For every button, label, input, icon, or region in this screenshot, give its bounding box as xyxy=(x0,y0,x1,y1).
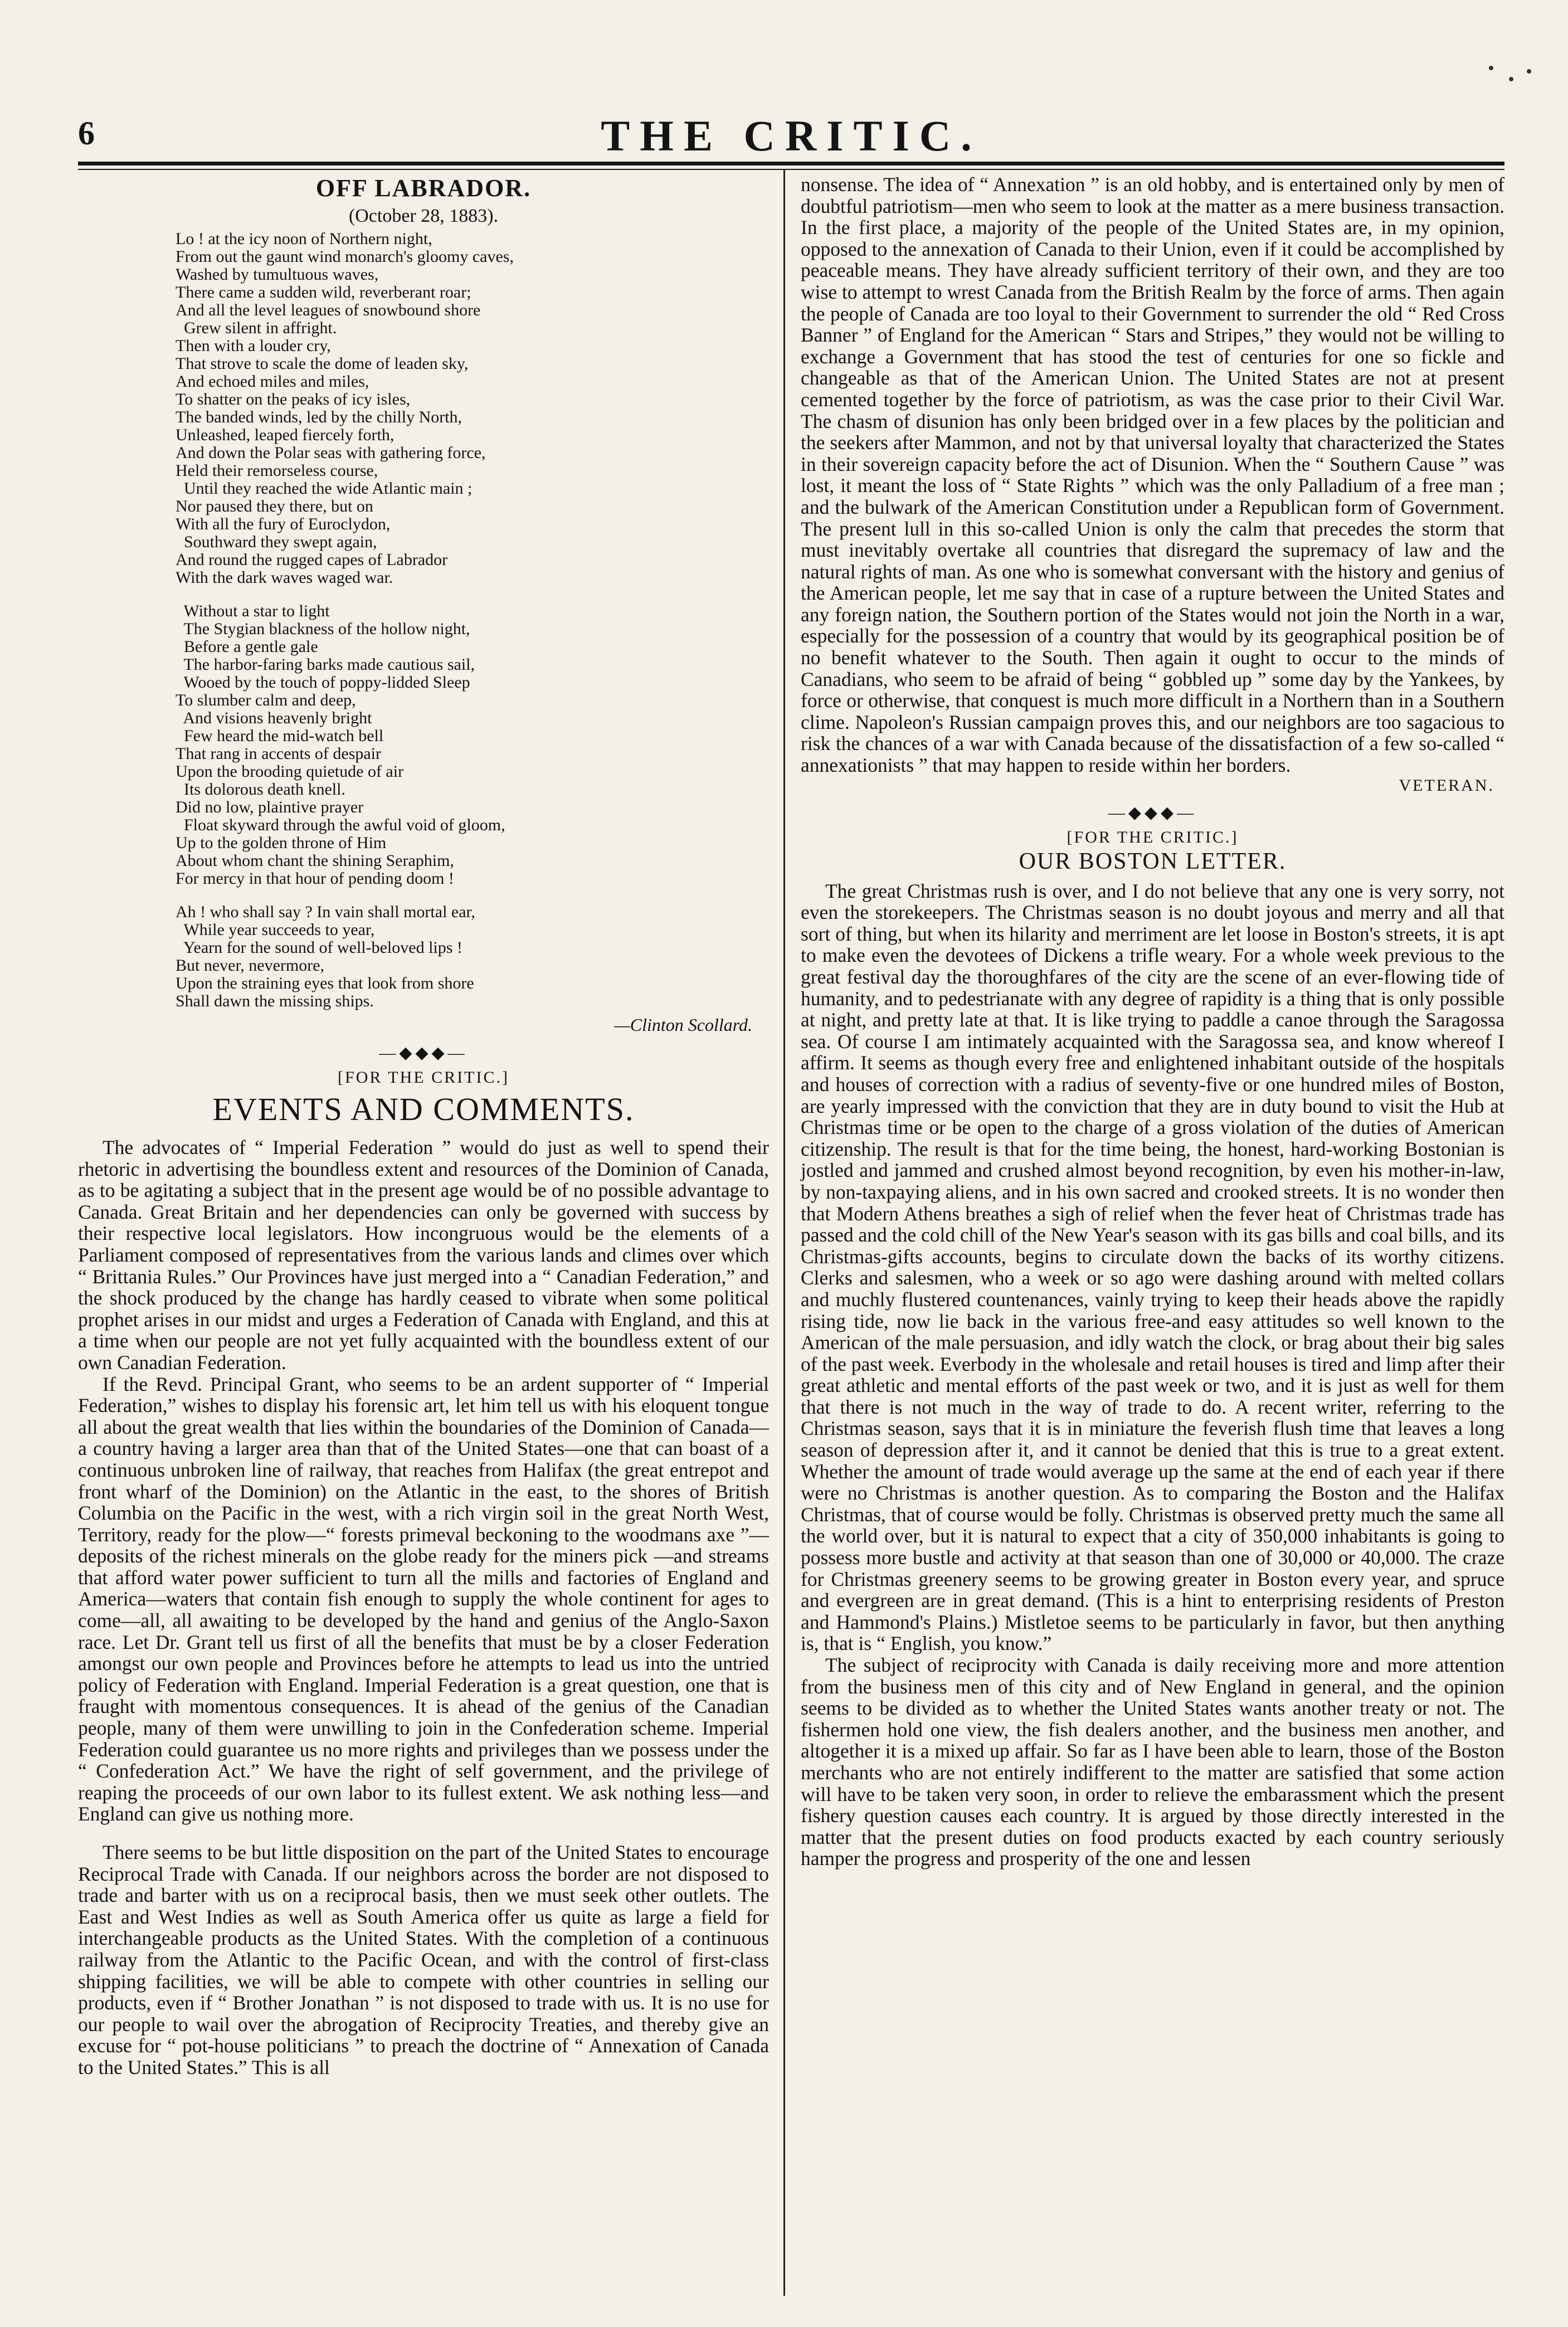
poem-line: Shall dawn the missing ships. xyxy=(176,992,374,1010)
section-credit: [FOR THE CRITIC.] xyxy=(338,1068,509,1087)
poem-title: OFF LABRADOR. xyxy=(315,174,532,202)
ink-speck xyxy=(1489,66,1493,70)
poem-line: Until they reached the wide Atlantic main ; xyxy=(176,479,473,498)
boston-letter-title: OUR BOSTON LETTER. xyxy=(1019,848,1287,874)
page-number: 6 xyxy=(78,115,95,152)
poem-line: The Stygian blackness of the hollow night, xyxy=(176,620,470,638)
column-divider xyxy=(783,170,785,2296)
section-ornament: —◆◆◆— xyxy=(1108,803,1197,822)
poem-signature: —Clinton Scollard. xyxy=(614,1015,752,1035)
right-column xyxy=(801,174,1504,1870)
poem-line: Grew silent in affright. xyxy=(176,319,337,337)
left-column xyxy=(78,174,769,2078)
poem-line: While year succeeds to year, xyxy=(176,921,375,939)
poem-line: Then with a louder cry, xyxy=(176,337,331,355)
events-paragraph: If the Revd. Principal Grant, who seems to be an ardent supporter of “ Imperial Federation,” wishes to display his forensic art, let him tell us with his eloquent tongue all about the great wealth that lies within the boundaries of the Dominion of Canada—a country having a larger area than that of the United States—one that can boast of a continuous unbroken line of railway, that reaches from Halifax (the great entrepot and front wharf of the Dominion) on the Atlantic in the east, to the shores of British Columbia on the Pacific in the west, with a rich virgin soil in the great North West, Territory, ready for the plow—“ forests primeval beckoning to the woodmans axe ”—deposits of the richest minerals on the globe ready for the miners pick —and streams that afford water power sufficient to turn all the mills and factories of England and America—waters that contain fish enough to supply the whole continent for ages to come—all, all awaiting to be developed by the hand and genius of the Anglo-Saxon race. Let Dr. Grant tell us first of all the benefits that must be by a closer Federation amongst our own people and Provinces before he attempts to lead us into the untried policy of Federation with England. Imperial Federation is a great question, one that is fraught with momentous consequences. It is ahead of the genius of the Canadian people, many of them were unwilling to join in the Confederation scheme. Imperial Federation could guarantee us no more rights and privileges than we possess under the “ Confederation Act.” We have the right of self government, and the privilege of reaping the proceeds of our own labor to its fullest extent. We ask nothing less—and England can give us nothing more. xyxy=(78,1372,769,1825)
poem-line: Yearn for the sound of well-beloved lips ! xyxy=(176,938,462,957)
stanza-break xyxy=(176,587,769,602)
section-ornament: —◆◆◆— xyxy=(379,1044,468,1062)
poem-line: About whom chant the shining Seraphim, xyxy=(176,851,454,870)
poem-line: With all the fury of Euroclydon, xyxy=(176,515,391,533)
poem-line: And all the level leagues of snowbound shore xyxy=(176,301,481,319)
poem-line: Ah ! who shall say ? In vain shall mortal ear, xyxy=(176,903,475,921)
masthead-rule-thin xyxy=(78,169,1504,170)
poem-line: To shatter on the peaks of icy isles, xyxy=(176,390,411,408)
poem-date: (October 28, 1883). xyxy=(348,206,499,226)
events-title: EVENTS AND COMMENTS. xyxy=(212,1091,635,1127)
paper-title: THE CRITIC. xyxy=(601,111,982,160)
stanza-break xyxy=(176,888,769,903)
annexation-paragraph: nonsense. The idea of “ Annexation ” is an old hobby, and is entertained only by men of doubtful patriotism—men who seem to look at the matter as a mere business transaction. In the first place, a majority of the people of the United States are, in my opinion, opposed to the annexation of Canada to their Union, even if it could be accomplished by peaceable means. They have already sufficient territory of their own, and they are too wise to attempt to wrest Canada from the British Realm by the force of arms. Then again the people of Canada are too loyal to their Government to surrender the old “ Red Cross Banner ” of England for the American “ Stars and Stripes,” they would not be willing to exchange a Government that has stood the test of centuries for one so fickle and changeable as that of the American Union. The United States are not at present cemented together by the force of patriotism, as was the case prior to their Civil War. The chasm of disunion has only been bridged over in a few places by the politician and the seekers after Mammon, and not by that universal loyalty that characterized the States in their sovereign capacity before the act of Disunion. When the “ Southern Cause ” was lost, it meant the loss of “ State Rights ” which was the only Palladium of a free man ; and the bulwark of the American Constitution under a Republican form of Government. The present lull in this so-called Union is only the calm that precedes the storm that must inevitably overtake all countries that disregard the supremacy of law and the natural rights of man. As one who is somewhat conversant with the history and genius of the American people, let me say that in case of a rupture between the United States and any foreign nation, the Southern portion of the States would not join the North in a war, especially for the possession of a country that would by its geographical position be of no benefit whatever to the South. Then again it ought to occur to the minds of Canadians, who seem to be afraid of being “ gobbled up ” some day by the Yankees, by force or otherwise, that conquest is much more difficult in a Northern than in a Southern clime. Napoleon's Russian campaign proves this, and our neighbors are too sagacious to risk the chances of a war with Canada because of the dissatisfaction of a few so-called “ annexationists ” that may happen to reside within her borders. xyxy=(801,173,1504,777)
poem-line: To slumber calm and deep, xyxy=(176,691,356,709)
poem-line: That strove to scale the dome of leaden sky, xyxy=(176,354,469,373)
poem-line: And echoed miles and miles, xyxy=(176,372,369,391)
section-credit: [FOR THE CRITIC.] xyxy=(1067,827,1239,846)
poem-stanza xyxy=(176,602,769,888)
masthead-rule xyxy=(78,162,1504,165)
poem-line: Southward they swept again, xyxy=(176,533,377,551)
poem-body xyxy=(176,230,769,1010)
poem-line: There came a sudden wild, reverberant roar; xyxy=(176,283,471,301)
events-paragraph: The advocates of “ Imperial Federation ” would do just as well to spend their rhetoric in advertising the boundless extent and resources of the Dominion of Canada, as to be agitating a subject that in the present age would be of no possible advantage to Canada. Great Britain and her dependencies can only be governed with success by their respective local legislators. How incongruous would be the elements of a Parliament composed of representatives from the various lands and climes over which “ Brittania Rules.” Our Provinces have just merged into a “ Canadian Federation,” and the shock produced by the change has hardly ceased to vibrate when some political prophet arises in our midst and urges a Federation of Canada with England, and this at a time when our people are not yet fully acquainted with the boundless extent of our own Canadian Federation. xyxy=(78,1136,769,1374)
poem-line: And visions heavenly bright xyxy=(176,709,372,727)
poem-line: Upon the straining eyes that look from shore xyxy=(176,974,474,992)
poem-line: Upon the brooding quietude of air xyxy=(176,762,404,781)
poem-line: Unleashed, leaped fiercely forth, xyxy=(176,426,395,444)
poem-line: And round the rugged capes of Labrador xyxy=(176,551,448,569)
poem-line: Before a gentle gale xyxy=(176,637,318,656)
poem-line: Without a star to light xyxy=(176,602,330,620)
paragraph-gap xyxy=(78,1825,769,1842)
poem-line: Few heard the mid-watch bell xyxy=(176,727,384,745)
poem-line: Did no low, plaintive prayer xyxy=(176,798,364,816)
poem-line: Its dolorous death knell. xyxy=(176,780,345,799)
poem-line: Washed by tumultuous waves, xyxy=(176,265,379,284)
poem-line: That rang in accents of despair xyxy=(176,744,382,763)
poem-stanza xyxy=(176,903,769,1010)
poem-line: Wooed by the touch of poppy-lidded Sleep xyxy=(176,673,470,692)
poem-line: Up to the golden throne of Him xyxy=(176,834,387,852)
boston-paragraph: The subject of reciprocity with Canada is daily receiving more and more attention from the business men of this city and of New England in general, and the opinion seems to be divided as to whether the United States wants another treaty or not. The fishermen hold one view, the fish dealers another, and the business men another, and altogether it is a mixed up affair. So far as I have been able to learn, those of the Boston merchants who are not entirely indifferent to the matter are satisfied that some action will have to be taken very soon, in order to relieve the embarassment which the present fishery question causes each country. It is argued by those directly interested in the matter that the present duties on food products exacted by each country seriously hamper the progress and prosperity of the one and lessen xyxy=(801,1654,1504,1870)
poem-line: From out the gaunt wind monarch's gloomy caves, xyxy=(176,247,514,266)
poem-stanza xyxy=(176,230,769,587)
ink-speck xyxy=(1527,69,1531,74)
poem-line: The banded winds, led by the chilly North, xyxy=(176,408,462,426)
poem-line: Float skyward through the awful void of gloom, xyxy=(176,816,505,834)
article-signature: VETERAN. xyxy=(1399,776,1494,795)
boston-paragraph: The great Christmas rush is over, and I do not believe that any one is very sorry, not even the storekeepers. The Christmas season is no doubt joyous and merry and all that sort of thing, but when its hilarity and merriment are let loose in Boston's streets, it is apt to make even the devotees of Dickens a trifle weary. For a whole week previous to the great festival day the thoroughfares of the city are the scene of an ever-flowing tide of humanity, and to pedestrianate with any degree of rapidity is a thing that is only possible at night, and pretty late at that. It is like trying to paddle a canoe through the Saragossa sea. Of course I am intimately acquainted with the Saragossa sea, and know whereof I affirm. It seems as though every free and enlightened inhabitant outside of the hospitals and houses of correction with a radius of seventy-five or one hundred miles of Boston, are yearly impressed with the conviction that they are in duty bound to visit the Hub at Christmas time or be open to the charge of a gross violation of the duties of American citizenship. The result is that for the time being, the honest, hard-working Bostonian is jostled and jammed and crushed almost beyond recognition, by even his mother-in-law, by non-taxpaying aliens, and in his own sacred and crooked streets. It is no wonder then that Modern Athens breathes a sigh of relief when the fever heat of Christmas trade has passed and the cold chill of the New Year's season with its gas bills and coal bills, and its Christmas-gifts accounts, begins to circulate down the backs of its worthy citizens. Clerks and salesmen, who a week or so ago were dashing around with melted collars and muchly flustered countenances, vainly trying to keep their heads above the rapidly rising tide, now lie back in the various free-and easy attitudes so well known to the American of the male persuasion, and idly watch the clock, or brag about their big sales of the past week. Everbody in the wholesale and retail houses is tired and limp after their great athletic and mental efforts of the past week or two, and it is just as well for them that there is not much in the way of trade to do. A recent writer, referring to the Christmas season, says that it is in miniature the feverish flush time that leaves a long season of depression after it, and it cannot be denied that this is true to a great extent. Whether the amount of trade would average up the same at the end of each year if there were no Christmas is another question. As to comparing the Boston and the Halifax Christmas, that of course would be folly. Christmas is observed pretty much the same all the world over, but it is natural to expect that a city of 350,000 inhabitants is going to possess more bustle and activity at that season than one of 30,000 or 40,000. The craze for Christmas greenery seems to be growing greater in Boston every year, and spruce and evergreen are in great demand. (This is a hint to enterprising residents of Preston and Hammond's Plains.) Mistletoe seems to be particularly in favor, but then anything is, that is “ English, you know.” xyxy=(801,879,1504,1655)
poem-line: For mercy in that hour of pending doom ! xyxy=(176,869,454,888)
poem-line: Nor paused they there, but on xyxy=(176,497,373,515)
poem-line: Lo ! at the icy noon of Northern night, xyxy=(176,230,432,248)
poem-line: The harbor-faring barks made cautious sail, xyxy=(176,655,475,674)
poem-line: But never, nevermore, xyxy=(176,956,325,975)
poem-line: Held their remorseless course, xyxy=(176,461,378,480)
poem-line: With the dark waves waged war. xyxy=(176,568,393,587)
ink-speck xyxy=(1509,77,1513,81)
events-paragraph: There seems to be but little disposition on the part of the United States to encourage Reciprocal Trade with Canada. If our neighbors across the border are not disposed to trade and barter with us on a reciprocal basis, then we must seek other outlets. The East and West Indies as well as South America offer us quite as large a field for interchangeable products as the United States. With the completion of a continuous railway from the Atlantic to the Pacific Ocean, and with the control of first-class shipping facilities, we will be able to compete with other countries in selling our products, even if “ Brother Jonathan ” is not disposed to trade with us. It is no use for our people to wail over the abrogation of Reciprocity Treaties, and thereby give an excuse for “ pot-house politicians ” to preach the doctrine of “ Annexation of Canada to the United States.” This is all xyxy=(78,1841,769,2078)
masthead xyxy=(78,111,1504,164)
poem-line: And down the Polar seas with gathering force, xyxy=(176,444,486,462)
